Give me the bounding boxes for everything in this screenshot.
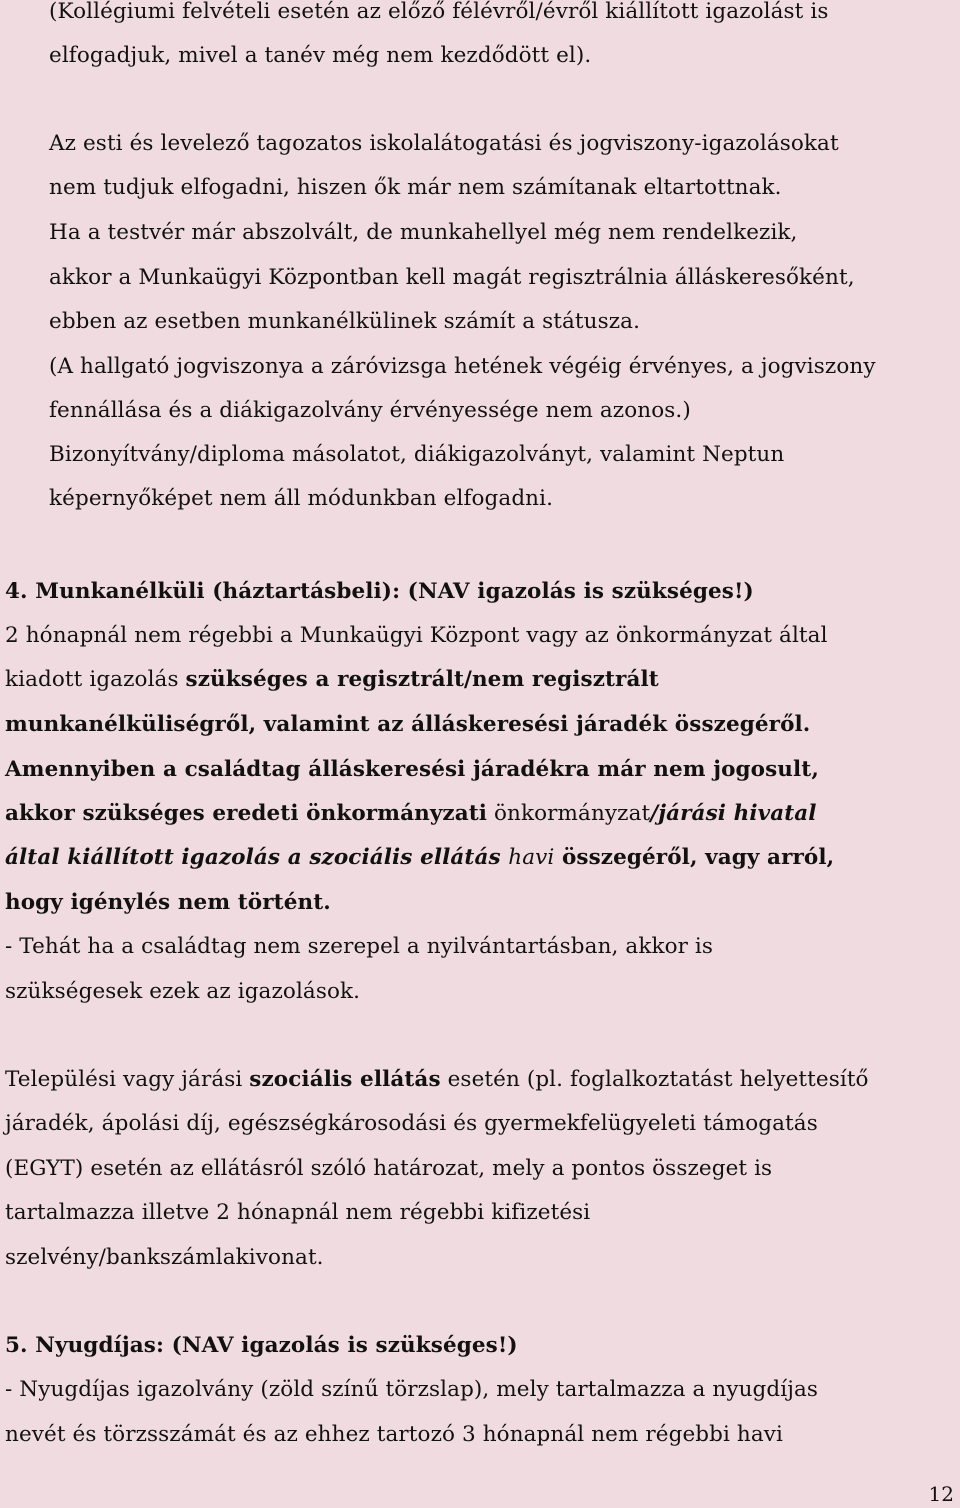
- evening-line-9: képernyőképet nem áll módunkban elfogadni.: [49, 486, 554, 511]
- evening-line-1: Az esti és levelező tagozatos iskolalátogatási és jogviszony-igazolásokat: [49, 131, 839, 156]
- section-4-line-5-plain: önkormányzat: [487, 801, 651, 826]
- section-4-line-2: [5, 658, 659, 702]
- social-line-1-b: esetén (pl. foglalkoztatást helyettesítő: [440, 1067, 869, 1092]
- evening-line-5: ebben az esetben munkanélkülinek számít a státusza.: [49, 309, 641, 334]
- section-4-line-5: [5, 792, 817, 836]
- section-4-line-4-bold: Amennyiben a családtag álláskeresési járadékra már nem jogosult,: [5, 757, 819, 782]
- section-4-line-5-bold: akkor szükséges eredeti önkormányzati: [5, 801, 488, 826]
- section-4-line-6-bold: összegéről, vagy arról,: [554, 845, 835, 870]
- section-4-line-4: [5, 748, 819, 792]
- social-line-1-bold: szociális ellátás: [249, 1067, 441, 1092]
- section-4-line-2-plain: kiadott igazolás: [5, 667, 186, 692]
- section-4-line-8: - Tehát ha a családtag nem szerepel a nyilvántartásban, akkor is: [5, 934, 714, 959]
- section-5-heading: 5. Nyugdíjas: (NAV igazolás is szükséges!): [5, 1333, 518, 1358]
- section-4-line-6: [5, 836, 834, 880]
- evening-line-4: akkor a Munkaügyi Központban kell magát regisztrálnia álláskeresőként,: [49, 265, 855, 290]
- evening-line-2: nem tudjuk elfogadni, hiszen ők már nem számítanak eltartottnak.: [49, 175, 782, 200]
- section-4-line-6-bolditalic: által kiállított igazolás a szociális ellátás: [5, 845, 509, 870]
- evening-line-6: (A hallgató jogviszonya a záróvizsga hetének végéig érvényes, a jogviszony: [49, 354, 876, 379]
- intro-line-2: elfogadjuk, mivel a tanév még nem kezdődött el).: [49, 43, 592, 68]
- section-4-line-6-italic: havi: [508, 845, 555, 870]
- section-4-line-1: 2 hónapnál nem régebbi a Munkaügyi Központ vagy az önkormányzat által: [5, 623, 828, 648]
- evening-line-8: Bizonyítvány/diploma másolatot, diákigazolványt, valamint Neptun: [49, 442, 785, 467]
- social-line-3: (EGYT) esetén az ellátásról szóló határozat, mely a pontos összeget is: [5, 1156, 773, 1181]
- evening-line-3: Ha a testvér már abszolvált, de munkahellyel még nem rendelkezik,: [49, 220, 798, 245]
- social-line-1: [5, 1058, 869, 1102]
- social-line-1-a: Települési vagy járási: [5, 1067, 250, 1092]
- social-line-5: szelvény/bankszámlakivonat.: [5, 1245, 324, 1270]
- section-4-line-2-bold: szükséges a regisztrált/nem regisztrált: [185, 667, 659, 692]
- section-4-line-7-bold: hogy igénylés nem történt.: [5, 890, 331, 915]
- section-4-heading: 4. Munkanélküli (háztartásbeli): (NAV igazolás is szükséges!): [5, 579, 754, 604]
- social-line-2: járadék, ápolási díj, egészségkárosodási és gyermekfelügyeleti támogatás: [5, 1111, 818, 1136]
- section-5-line-2: nevét és törzsszámát és az ehhez tartozó 3 hónapnál nem régebbi havi: [5, 1422, 783, 1447]
- section-4-line-5-bolditalic: /járási hivatal: [650, 801, 817, 826]
- section-4-line-3-bold: munkanélküliségről, valamint az álláskeresési járadék összegéről.: [5, 712, 811, 737]
- section-5-line-1: - Nyugdíjas igazolvány (zöld színű törzslap), mely tartalmazza a nyugdíjas: [5, 1377, 819, 1402]
- section-4-line-7: [5, 881, 331, 925]
- social-line-4: tartalmazza illetve 2 hónapnál nem régebbi kifizetési: [5, 1200, 591, 1225]
- section-4-line-3: [5, 703, 810, 747]
- page-number: 12: [928, 1482, 954, 1506]
- evening-line-7: fennállása és a diákigazolvány érvényessége nem azonos.): [49, 398, 691, 423]
- section-4-line-9: szükségesek ezek az igazolások.: [5, 979, 361, 1004]
- intro-line-1: (Kollégiumi felvételi esetén az előző félévről/évről kiállított igazolást is: [49, 0, 829, 24]
